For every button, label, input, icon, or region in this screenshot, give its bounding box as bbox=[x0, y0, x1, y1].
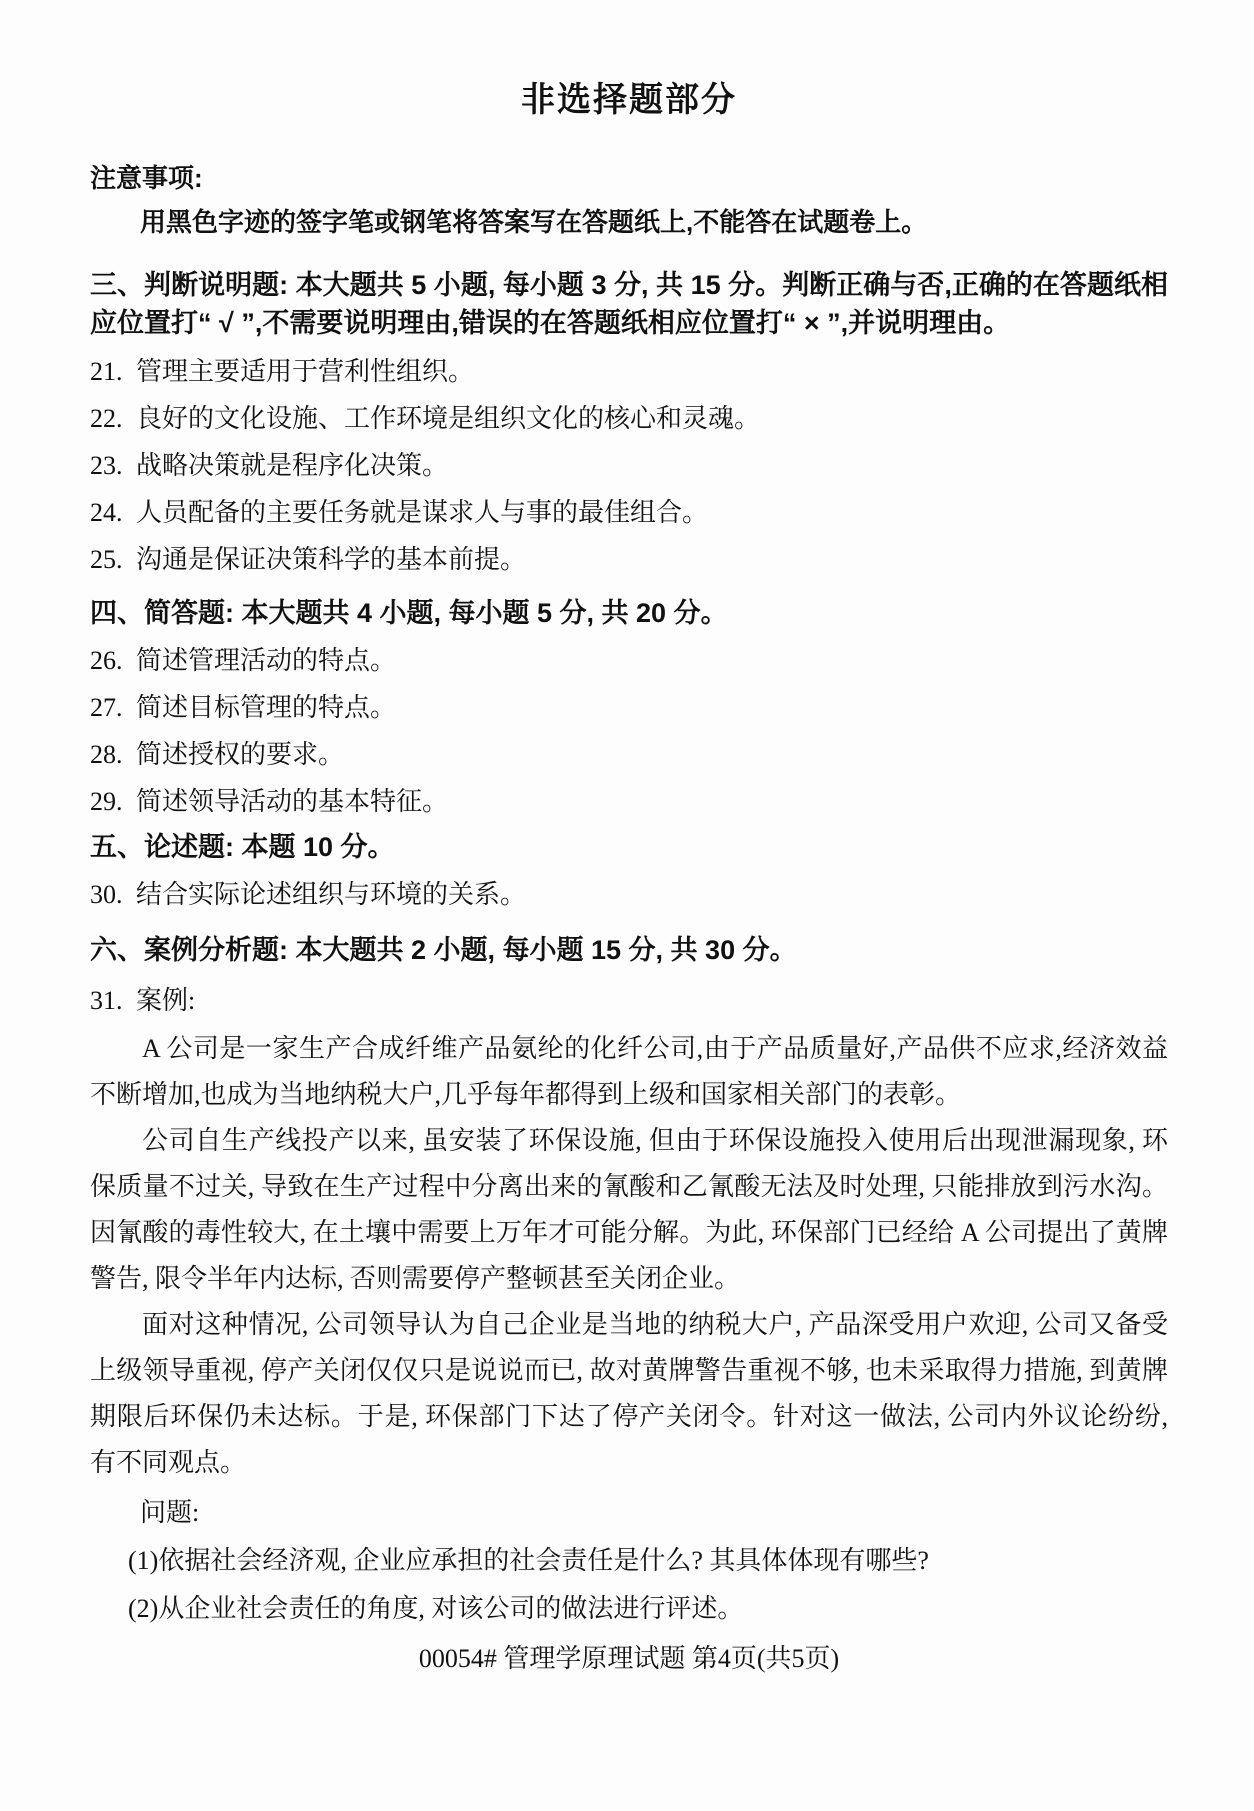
question-22-number: 22. bbox=[90, 404, 123, 433]
question-22 bbox=[90, 402, 1168, 436]
case-paragraph-1: A 公司是一家生产合成纤维产品氨纶的化纤公司,由于产品质量好,产品供不应求,经济效益不断增加,也成为当地纳税大户,几乎每年都得到上级和国家相关部门的表彰。 bbox=[90, 1034, 1168, 1109]
case-paragraph-3: 面对这种情况, 公司领导认为自己企业是当地的纳税大户, 产品深受用户欢迎, 公司又备受上级领导重视, 停产关闭仅仅只是说说而已, 故对黄牌警告重视不够, 也未采取得力措施, 到黄牌期限后环保仍未达标。于是, 环保部门下达了停产关闭令。针对这一做法, 公司内外议论纷纷, 有不同观点。 bbox=[90, 1310, 1168, 1477]
question-24-text: 人员配备的主要任务就是谋求人与事的最佳组合。 bbox=[136, 498, 709, 527]
page-title: 非选择题部分 bbox=[521, 81, 737, 119]
question-25-number: 25. bbox=[90, 545, 123, 574]
question-30-number: 30. bbox=[90, 880, 123, 909]
question-22-text: 良好的文化设施、工作环境是组织文化的核心和灵魂。 bbox=[136, 404, 761, 433]
question-23-text: 战略决策就是程序化决策。 bbox=[136, 451, 449, 480]
question-26-text: 简述管理活动的特点。 bbox=[136, 646, 397, 675]
question-31-number: 31. bbox=[90, 986, 123, 1015]
question-26 bbox=[90, 644, 1168, 678]
question-23-number: 23. bbox=[90, 451, 123, 480]
question-30 bbox=[90, 878, 1168, 912]
section-judge-heading: 三、判断说明题: 本大题共 5 小题, 每小题 3 分, 共 15 分。判断正确与否,正确的在答题纸相应位置打“ √ ”,不需要说明理由,错误的在答题纸相应位置打“ × ”,并说明理由。 bbox=[90, 270, 1168, 338]
section-short-answer-heading: 四、简答题: 本大题共 4 小题, 每小题 5 分, 共 20 分。 bbox=[90, 598, 728, 628]
question-24 bbox=[90, 496, 1168, 530]
question-29-text: 简述领导活动的基本特征。 bbox=[136, 787, 449, 816]
question-27-text: 简述目标管理的特点。 bbox=[136, 693, 397, 722]
question-21-number: 21. bbox=[90, 357, 123, 386]
question-26-number: 26. bbox=[90, 646, 123, 675]
question-25-text: 沟通是保证决策科学的基本前提。 bbox=[136, 545, 527, 574]
question-30-text: 结合实际论述组织与环境的关系。 bbox=[136, 880, 527, 909]
section-case-analysis-heading: 六、案例分析题: 本大题共 2 小题, 每小题 15 分, 共 30 分。 bbox=[90, 935, 797, 965]
case-question-1: (1)依据社会经济观, 企业应承担的社会责任是什么? 其具体体现有哪些? bbox=[128, 1546, 929, 1575]
case-question-2: (2)从企业社会责任的角度, 对该公司的做法进行评述。 bbox=[128, 1594, 744, 1623]
question-29 bbox=[90, 785, 1168, 819]
question-28 bbox=[90, 738, 1168, 772]
question-24-number: 24. bbox=[90, 498, 123, 527]
question-27 bbox=[90, 691, 1168, 725]
question-28-number: 28. bbox=[90, 740, 123, 769]
case-paragraph-2: 公司自生产线投产以来, 虽安装了环保设施, 但由于环保设施投入使用后出现泄漏现象, 环保质量不过关, 导致在生产过程中分离出来的氰酸和乙氰酸无法及时处理, 只能排放到污水沟。因氰酸的毒性较大, 在土壤中需要上万年才可能分解。为此, 环保部门已经给 A 公司提出了黄牌警告, 限令半年内达标, 否则需要停产整顿甚至关闭企业。 bbox=[90, 1126, 1168, 1293]
page-footer: 00054# 管理学原理试题 第4页(共5页) bbox=[418, 1644, 840, 1673]
question-21 bbox=[90, 355, 1168, 389]
question-23 bbox=[90, 449, 1168, 483]
section-essay-heading: 五、论述题: 本题 10 分。 bbox=[90, 832, 395, 862]
notice-heading: 注意事项: bbox=[90, 163, 203, 193]
question-29-number: 29. bbox=[90, 787, 123, 816]
question-27-number: 27. bbox=[90, 693, 123, 722]
case-questions-label: 问题: bbox=[140, 1498, 200, 1527]
notice-body: 用黑色字迹的签字笔或钢笔将答案写在答题纸上,不能答在试题卷上。 bbox=[140, 207, 928, 237]
question-28-text: 简述授权的要求。 bbox=[136, 740, 345, 769]
question-25 bbox=[90, 543, 1168, 577]
question-31-case-label bbox=[90, 984, 1168, 1018]
question-31-label-text: 案例: bbox=[136, 986, 196, 1015]
question-21-text: 管理主要适用于营利性组织。 bbox=[136, 357, 475, 386]
